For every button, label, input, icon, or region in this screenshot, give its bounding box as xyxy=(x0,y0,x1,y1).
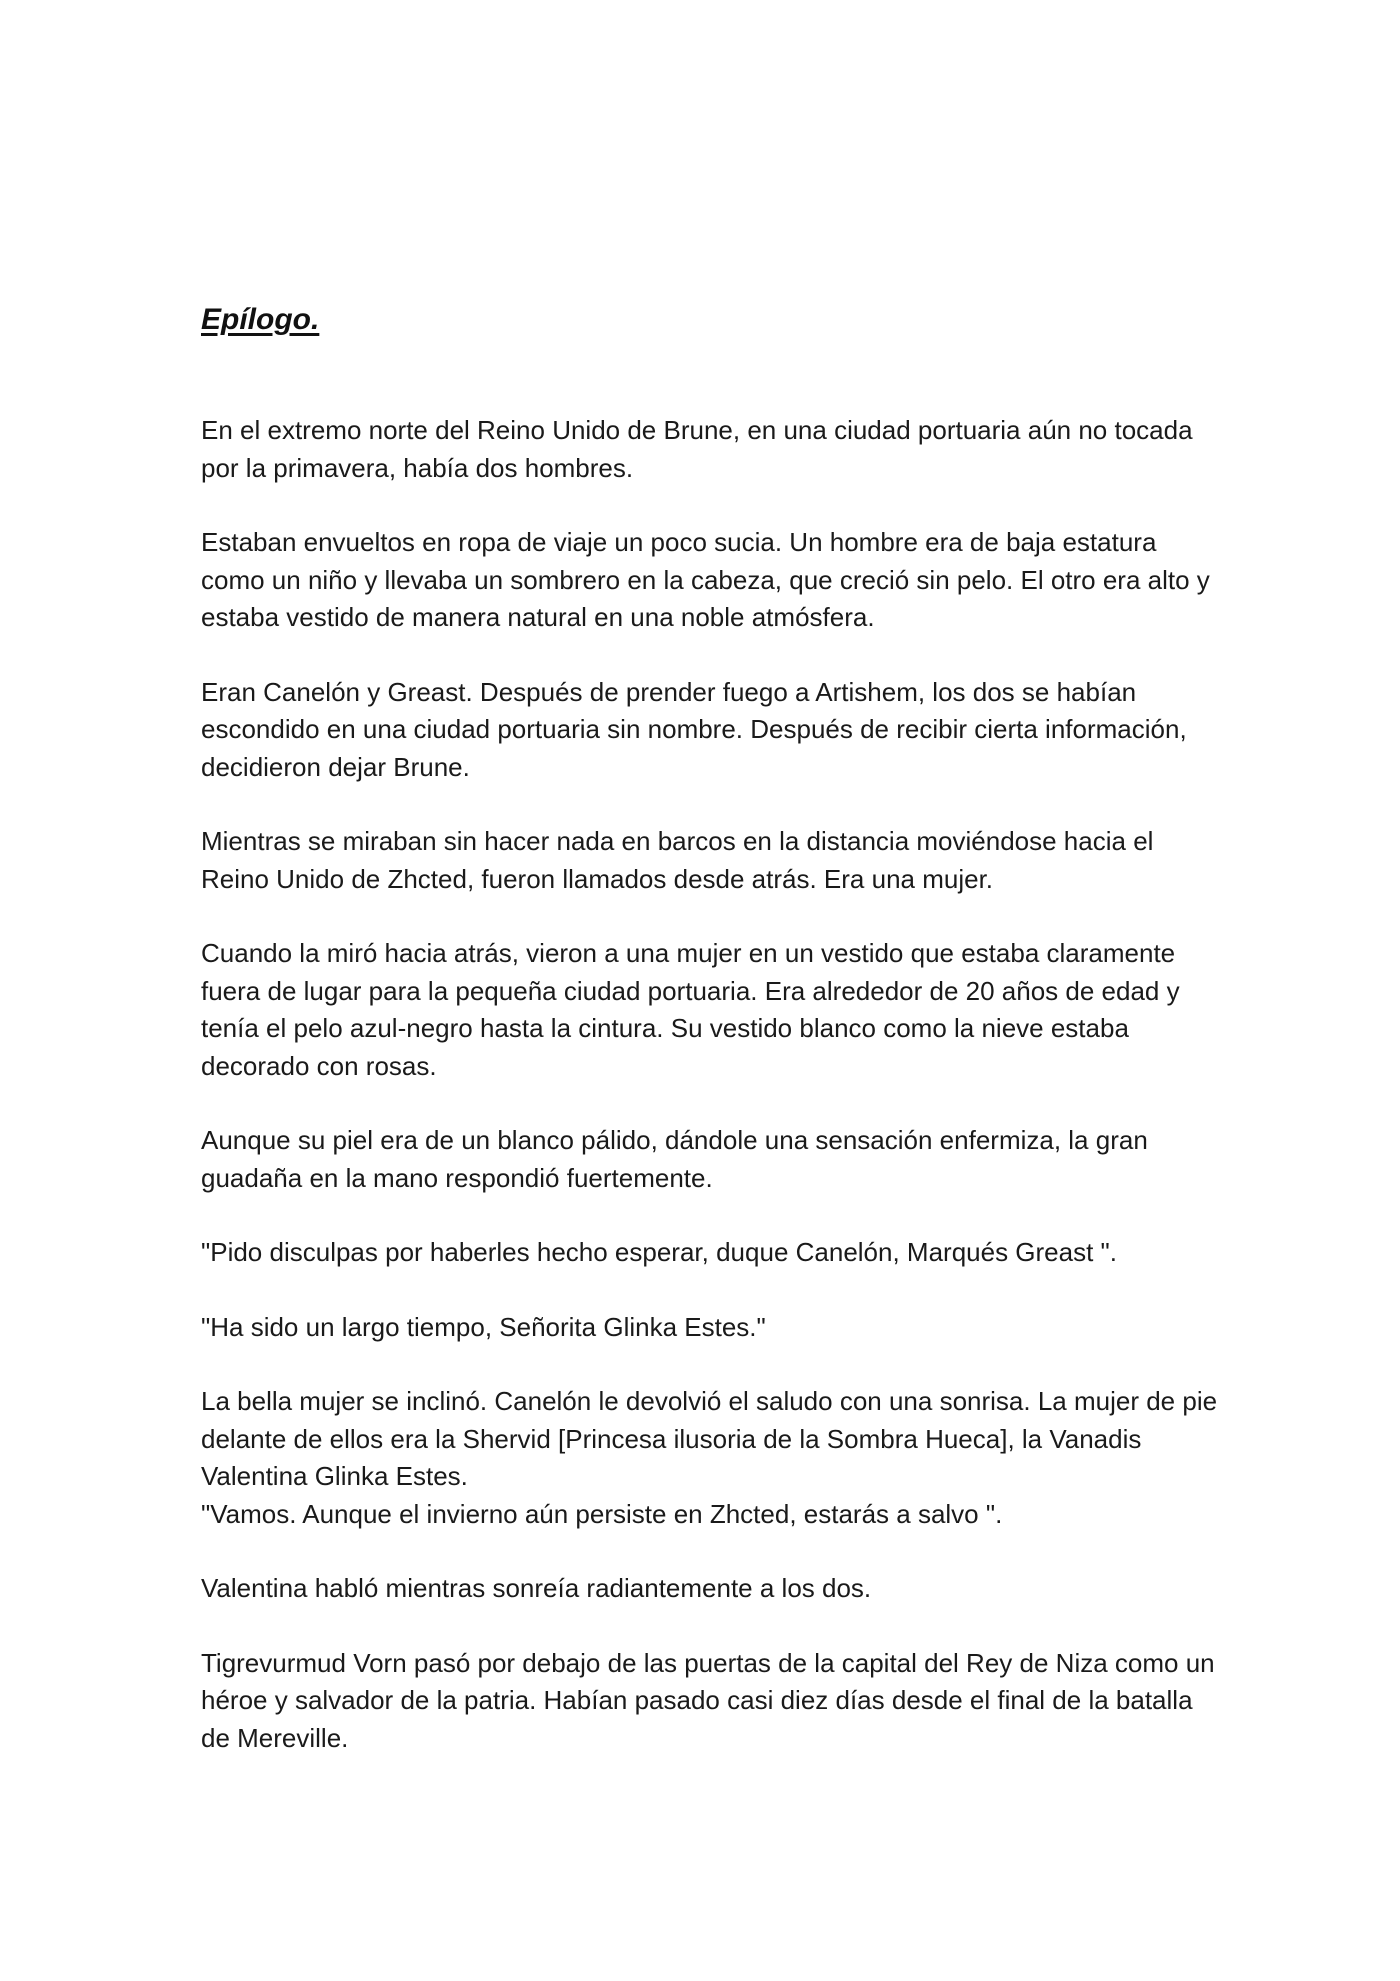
paragraph: Mientras se miraban sin hacer nada en barcos en la distancia moviéndose hacia el Reino Unido de Zhcted, fueron llamados desde atrás. Era una mujer. xyxy=(201,826,1154,894)
body-text xyxy=(201,412,1221,1757)
document-content xyxy=(201,300,1221,1794)
paragraph: Aunque su piel era de un blanco pálido, dándole una sensación enfermiza, la gran guadaña en la mano respondió fuertemente. xyxy=(201,1125,1148,1193)
paragraph: En el extremo norte del Reino Unido de Brune, en una ciudad portuaria aún no tocada por la primavera, había dos hombres. xyxy=(201,415,1193,483)
paragraph: La bella mujer se inclinó. Canelón le devolvió el saludo con una sonrisa. La mujer de pie delante de ellos era la Shervid [Princesa ilusoria de la Sombra Hueca], la Vanadis Valentina Glinka Estes. xyxy=(201,1386,1218,1491)
dialogue-line: "Pido disculpas por haberles hecho esperar, duque Canelón, Marqués Greast ". xyxy=(201,1237,1118,1267)
paragraph: Estaban envueltos en ropa de viaje un poco sucia. Un hombre era de baja estatura como un niño y llevaba un sombrero en la cabeza, que creció sin pelo. El otro era alto y estaba vestido de manera natural en una noble atmósfera. xyxy=(201,527,1210,632)
chapter-title: Epílogo. xyxy=(201,303,320,336)
paragraph: Valentina habló mientras sonreía radiantemente a los dos. xyxy=(201,1573,872,1603)
paragraph: Eran Canelón y Greast. Después de prender fuego a Artishem, los dos se habían escondido en una ciudad portuaria sin nombre. Después de recibir cierta información, decidieron dejar Brune. xyxy=(201,676,1187,782)
dialogue-line: "Vamos. Aunque el invierno aún persiste en Zhcted, estarás a salvo ". xyxy=(201,1498,1003,1529)
paragraph: Tigrevurmud Vorn pasó por debajo de las puertas de la capital del Rey de Niza como un héroe y salvador de la patria. Habían pasado casi diez días desde el final de la batalla de Mereville. xyxy=(201,1647,1215,1753)
paragraph: Cuando la miró hacia atrás, vieron a una mujer en un vestido que estaba claramente fuera de lugar para la pequeña ciudad portuaria. Era alrededor de 20 años de edad y tenía el pelo azul-negro hasta la cintura. Su vestido blanco como la nieve estaba decorado con rosas. xyxy=(201,938,1180,1081)
dialogue-line: "Ha sido un largo tiempo, Señorita Glinka Estes." xyxy=(201,1311,766,1342)
